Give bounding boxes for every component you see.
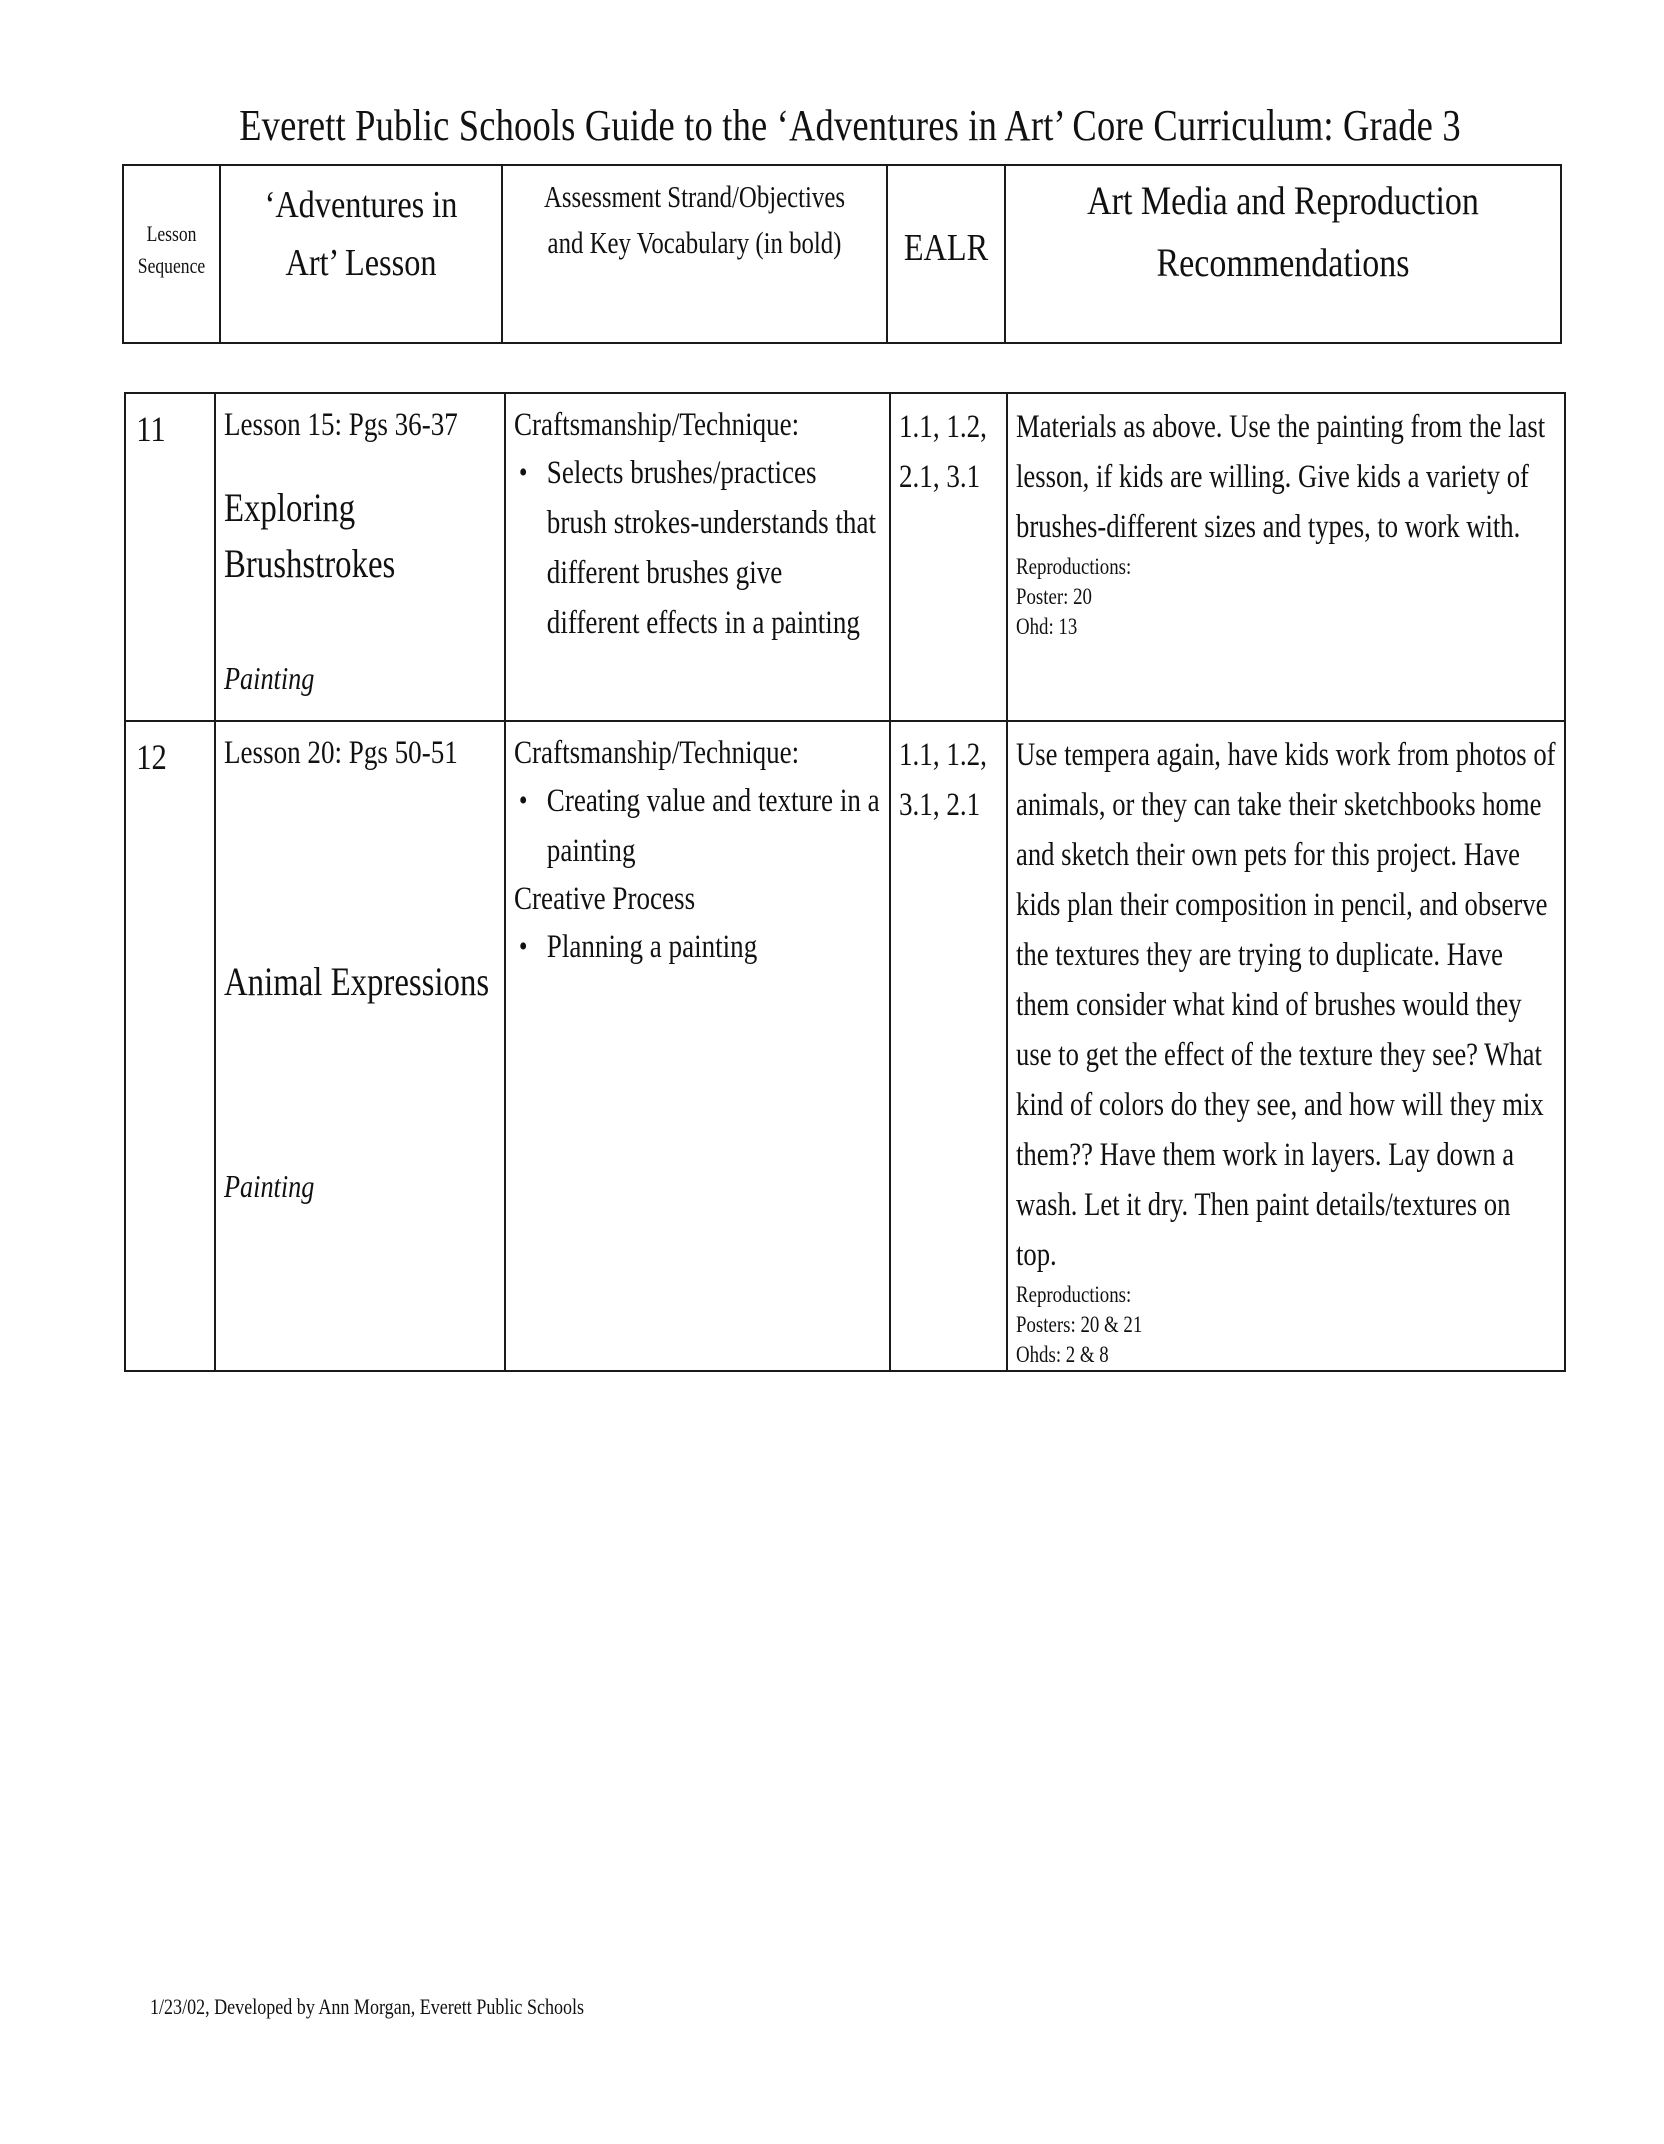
ealr-cell	[890, 721, 1007, 1371]
strand-bullets	[514, 776, 881, 876]
lesson-cell	[215, 721, 505, 1371]
lesson-title: Animal Expressions	[224, 959, 490, 1004]
strand-name: Creative Process	[514, 881, 696, 917]
table-row	[125, 721, 1565, 1371]
list-item: • Selects brushes/practices brush strokes-understands that different brushes give different effects in a painting	[514, 448, 881, 648]
lesson-pages: Lesson 15: Pgs 36-37	[224, 407, 458, 443]
assessment-cell	[505, 721, 890, 1371]
ealr-cell	[890, 393, 1007, 721]
reproductions-ohds: Ohds: 2 & 8	[1016, 1342, 1109, 1367]
footer-credit: 1/23/02, Developed by Ann Morgan, Everett Public Schools	[150, 1994, 585, 2019]
assessment-cell	[505, 393, 890, 721]
reproductions-label: Reproductions:	[1016, 1282, 1132, 1307]
column-header-table	[122, 164, 1562, 344]
table-row	[125, 393, 1565, 721]
reproductions-posters: Posters: 20 & 21	[1016, 1312, 1143, 1337]
strand-bullets	[514, 922, 881, 972]
header-lesson	[220, 165, 502, 343]
header-ealr	[887, 165, 1005, 343]
header-media	[1005, 165, 1561, 343]
reproductions-label: Reproductions:	[1016, 554, 1132, 579]
ealr-codes: 1.1, 1.2, 3.1, 2.1	[899, 737, 987, 823]
sequence-number: 12	[136, 737, 167, 777]
ealr-codes: 1.1, 1.2, 2.1, 3.1	[899, 409, 987, 495]
header-ealr-label: EALR	[903, 227, 989, 269]
reproductions-ohds: Ohd: 13	[1016, 614, 1078, 639]
header-lesson-label: ‘Adventures in Art’ Lesson	[264, 184, 458, 284]
media-cell	[1007, 721, 1565, 1371]
lesson-medium: Painting	[224, 660, 315, 696]
header-assessment-label: Assessment Strand/Objectives and Key Vocabulary (in bold)	[543, 179, 845, 260]
list-item: • Planning a painting	[514, 922, 881, 972]
reproductions-posters: Poster: 20	[1016, 584, 1092, 609]
column-header-row	[123, 165, 1561, 343]
list-item: • Creating value and texture in a painting	[514, 776, 881, 876]
sequence-cell	[125, 721, 215, 1371]
reproductions-block	[1016, 552, 1556, 642]
sequence-cell	[125, 393, 215, 721]
strand-bullets	[514, 448, 881, 648]
lesson-cell	[215, 393, 505, 721]
media-notes: Use tempera again, have kids work from photos of animals, or they can take their sketchbooks home and sketch their own pets for this project. Have kids plan their composition in pencil, and observe the textures they are trying to duplicate. Have them consider what kind of brushes would they use to get the effect of the texture they see? What kind of colors do they see, and how will they mix them?? Have them work in layers. Lay down a wash. Let it dry. Then paint details/textures on top.	[1016, 737, 1556, 1273]
lesson-pages: Lesson 20: Pgs 50-51	[224, 735, 458, 771]
lesson-title: Exploring Brushstrokes	[224, 485, 396, 586]
lesson-medium: Painting	[224, 1168, 315, 1204]
strand-name: Craftsmanship/Technique:	[514, 735, 800, 771]
strand-name: Craftsmanship/Technique:	[514, 407, 800, 443]
lesson-table	[124, 392, 1566, 1372]
reproductions-block	[1016, 1280, 1556, 1370]
header-assessment	[502, 165, 887, 343]
header-lesson-sequence	[123, 165, 220, 343]
media-cell	[1007, 393, 1565, 721]
sequence-number: 11	[136, 409, 166, 449]
header-lesson-sequence-label: Lesson Sequence	[137, 221, 206, 278]
page-title: Everett Public Schools Guide to the ‘Adventures in Art’ Core Curriculum: Grade 3	[239, 101, 1461, 150]
media-notes: Materials as above. Use the painting from the last lesson, if kids are willing. Give kids a variety of brushes-different sizes and types, to work with.	[1016, 409, 1546, 545]
header-media-label: Art Media and Reproduction Recommendations	[1087, 178, 1479, 285]
